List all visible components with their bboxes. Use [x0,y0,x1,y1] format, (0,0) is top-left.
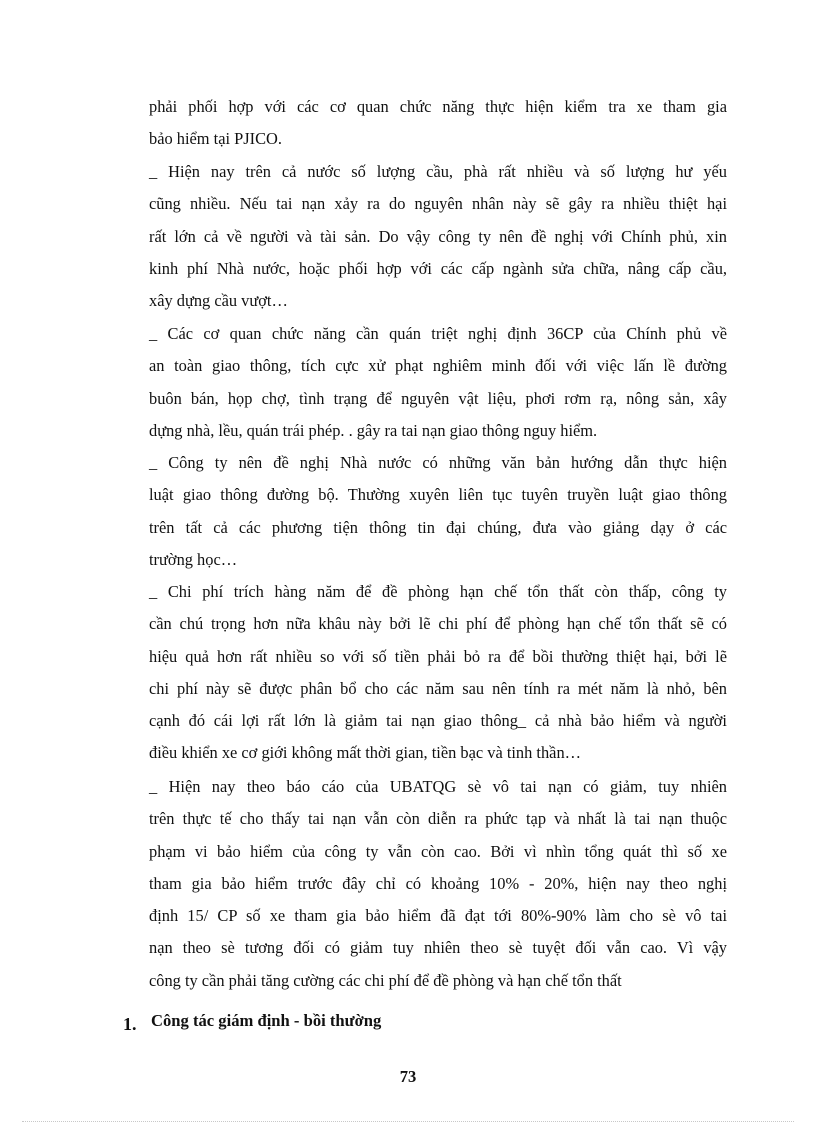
paragraph [149,447,727,576]
text-line: định 15/ CP số xe tham gia bảo hiểm đã đạt tới 80%-90% làm cho sè vô tai [149,906,727,926]
text-line: xây dựng cầu vượt… [149,291,288,311]
paragraph [149,771,727,997]
paragraph [149,91,727,156]
text-line: rất lớn cả về người và tài sản. Do vậy công ty nên đề nghị với Chính phủ, xin [149,226,727,246]
text-line: công ty cần phải tăng cường các chi phí để đề phòng và hạn chế tổn thất [149,970,622,990]
paragraph [149,156,727,317]
text-line: _ Các cơ quan chức năng cần quán triệt nghị định 36CP của Chính phủ về [149,324,727,343]
text-line: phải phối hợp với các cơ quan chức năng thực hiện kiểm tra xe tham gia [149,97,727,116]
text-line: cần chú trọng hơn nữa khâu này bởi lẽ chi phí để phòng hạn chế tổn thất sẽ có [149,614,727,634]
text-line: cạnh đó cái lợi rất lớn là giảm tai nạn giao thông_ cả nhà bảo hiểm và người [149,711,727,731]
page-bottom-divider [22,1121,794,1122]
page-number: 73 [399,1067,417,1086]
text-line: _ Hiện nay theo báo cáo của UBATQG sè vô tai nạn có giảm, tuy nhiên [149,777,727,796]
paragraph [149,576,727,770]
text-line: buôn bán, họp chợ, tình trạng để nguyên vật liệu, phơi rơm rạ, nông sản, xây [149,388,727,408]
text-line: luật giao thông đường bộ. Thường xuyên liên tục tuyên truyền luật giao thông [149,485,727,505]
section-heading [123,1004,381,1037]
text-line: phạm vi bảo hiểm của công ty vẫn còn cao. Bởi vì nhìn tổng quát thì số xe [149,841,727,861]
text-line: nạn theo sè tương đối có giảm tuy nhiên theo sè tuyệt đối vẫn cao. Vì vậy [149,938,727,958]
section-number: 1. [123,1014,137,1034]
text-line: bảo hiểm tại PJICO. [149,129,282,149]
text-line: cũng nhiều. Nếu tai nạn xảy ra do nguyên nhân này sẽ gây ra nhiều thiệt hại [149,194,727,214]
text-line: chi phí này sẽ được phân bổ cho các năm sau nên tính ra mét năm là nhỏ, bên [149,678,727,698]
text-line: trên tất cả các phương tiện thông tin đại chúng, đưa vào giảng dạy ở các [149,517,727,537]
text-line: kinh phí Nhà nước, hoặc phối hợp với các cấp ngành sửa chữa, nâng cấp cầu, [149,258,727,278]
text-line: trường học… [149,549,238,569]
text-line: dựng nhà, lều, quán trái phép. . gây ra tai nạn giao thông nguy hiểm. [149,420,598,440]
text-line: hiệu quả hơn rất nhiều so với số tiền phải bỏ ra để bồi thường thiệt hại, bởi lẽ [149,646,727,666]
text-line: _ Chi phí trích hàng năm để đề phòng hạn chế tổn thất còn thấp, công ty [149,582,727,601]
text-line: _ Hiện nay trên cả nước số lượng cầu, phà rất nhiều và số lượng hư yếu [149,162,727,181]
text-line: điều khiển xe cơ giới không mất thời gian, tiền bạc và tinh thần… [149,743,582,763]
paragraph [149,318,727,447]
text-line: tham gia bảo hiểm trước đây chỉ có khoảng 10% - 20%, hiện nay theo nghị [149,873,727,893]
text-line: _ Công ty nên đề nghị Nhà nước có những văn bản hướng dẫn thực hiện [149,453,727,472]
text-line: an toàn giao thông, tích cực xử phạt nghiêm minh đối với việc lấn lề đường [149,356,727,376]
text-line: trên thực tế cho thấy tai nạn vẫn còn diễn ra phức tạp và nhất là tai nạn thuộc [149,809,727,829]
section-title: Công tác giám định - bồi thường [151,1011,382,1030]
